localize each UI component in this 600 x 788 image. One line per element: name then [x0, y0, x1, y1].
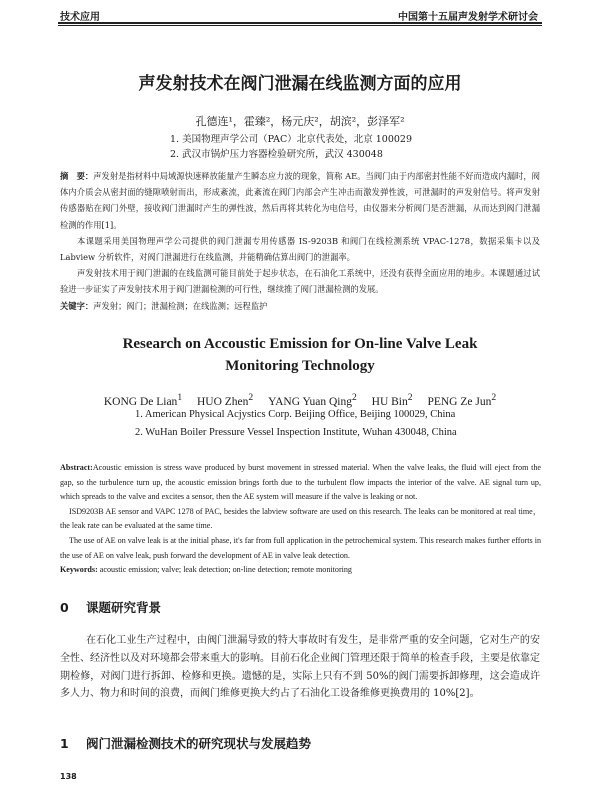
- english-abstract-para-1: [60, 461, 541, 505]
- english-abstract-para-3: The use of AE on valve leak is at the initial phase, it's far from full application in the petrochemical system. This research makes further efforts in the use of AE on valve leak, push forward the development of AE in valve leak detection.: [60, 535, 541, 560]
- chinese-abstract: [60, 168, 540, 314]
- running-header-right: 中国第十五届声发射学术研讨会: [398, 12, 538, 23]
- header-rule-thin: [58, 25, 542, 26]
- chinese-affiliation-1: 1. 美国物理声学公司（PAC）北京代表处，北京 100029: [170, 134, 413, 145]
- section-1-number: 1: [60, 736, 69, 751]
- abstract-text-en: Acoustic emission is stress wave produced by burst movement in stressed material. When the valve leaks, the fluid will eject from the gap, so the turbulence turn up, the acoustic emission brings forth due to the turbulent flow impacts the interior of the valve. AE signal turn up, which spreads to the valve and excites a sensor, then the AE system will measure if the valve is leaking or not.: [60, 463, 541, 502]
- running-header-left: 技术应用: [60, 12, 100, 23]
- english-title: [0, 333, 600, 377]
- chinese-authors: 孔德连¹，霍臻²，杨元庆²，胡滨²，彭泽军²: [195, 115, 405, 128]
- section-0-heading: [60, 598, 161, 616]
- section-0-number: 0: [60, 600, 69, 615]
- author-2: HUO Zhen$^2$: [196, 392, 254, 408]
- author-5: PENG Ze Jun$^2$: [427, 392, 497, 408]
- keywords-label-en: Keywords:: [60, 565, 98, 575]
- body-paragraph-1: 在石化工业生产过程中，由阀门泄漏导致的特大事故时有发生，是非常严重的安全问题，它对生产的安全性、经济性以及对环境都会带来重大的影响。目前石化企业阀门管理还限于简单的检查手段，主要是依靠定期检修，对阀门进行拆卸、检修和更换。遗憾的是，实际上只有不到 50%的阀门需要拆卸修理，这会造成许多人力、物力和时间的浪费，而阀门维修更换大约占了石油化工设备维修更换费用的 10%[2]。: [60, 635, 540, 700]
- author-4: HU Bin$^2$: [371, 392, 413, 408]
- english-keywords: [60, 563, 541, 578]
- english-title-line-1: Research on Accoustic Emission for On-line Valve Leak: [122, 336, 478, 352]
- english-affiliation-2: 2. WuHan Boiler Pressure Vessel Inspection Institute, Wuhan 430048, China: [135, 427, 457, 438]
- abstract-label-en: Abstract:: [60, 463, 93, 472]
- keywords-label-zh: 关键字：: [60, 300, 94, 311]
- english-abstract-para-2: ISD9203B AE sensor and VAPC 1278 of PAC, besides the labview software are used on this research. The leaks can be monitored at real time， the leak rate can be evaluated at the same time.: [60, 506, 541, 531]
- abstract-text-zh: 声发射是指材料中局域源快速释放能量产生瞬态应力波的现象，简称 AE。当阀门由于内部密封性能不好而造成内漏时，阀体内介质会从密封面的缝隙喷射而出，形成紊流，此紊流在阀门内部会产生冲击而激发弹性波，可泄漏时的声发射信号。将声发射传感器贴在阀门外壁，接收阀门泄漏时产生的弹性波，然后再将其转化为电信号，由仪器来分析阀门是否泄漏，从而达到阀门泄漏检测的作用[1]。: [60, 171, 540, 230]
- author-1: KONG De Lian$^1$: [103, 392, 183, 408]
- keywords-en: acoustic emission; valve; leak detection; on-line detection; remote monitoring: [99, 565, 352, 575]
- chinese-title: 声发射技术在阀门泄漏在线监测方面的应用: [138, 74, 462, 94]
- section-1-title: 阀门泄漏检测技术的研究现状与发展趋势: [86, 736, 312, 751]
- english-title-line-2: Monitoring Technology: [225, 358, 375, 374]
- section-1-heading: [60, 734, 311, 752]
- author-3: YANG Yuan Qing$^2$: [268, 392, 357, 408]
- keywords-zh: 声发射；阀门；泄漏检测；在线监测；远程监护: [93, 300, 268, 311]
- chinese-abstract-para-1: [60, 168, 540, 233]
- body-text: [60, 632, 540, 703]
- chinese-affiliation-2: 2. 武汉市锅炉压力容器检验研究所，武汉 430048: [170, 149, 383, 160]
- english-affiliation-1: 1. American Physical Acjystics Corp. Beijing Office, Beijing 100029, China: [135, 409, 456, 420]
- chinese-abstract-para-3: 声发射技术用于阀门泄漏的在线监测可能目前处于起步状态，在石油化工系统中，还没有获得全面应用的地步。本课题通过试验进一步证实了声发射技术用于阀门泄漏检测的可行性，继续推了阀门泄漏检测的发展。: [60, 268, 540, 295]
- header-rule: [58, 22, 542, 24]
- abstract-label-zh: 摘 要：: [60, 171, 94, 181]
- chinese-keywords: [60, 298, 540, 314]
- page-number: 138: [60, 772, 77, 781]
- section-0-title: 课题研究背景: [86, 600, 162, 615]
- chinese-abstract-para-2: 本课题采用美国物理声学公司提供的阀门泄漏专用传感器 IS-9203B 和阀门在线检测系统 VPAC-1278，数据采集卡以及 Labview 分析软件，对阀门泄漏进行在线监测，并能精确估算出阀门的泄漏率。: [60, 235, 540, 263]
- english-authors: [0, 392, 600, 408]
- english-abstract: [60, 461, 541, 578]
